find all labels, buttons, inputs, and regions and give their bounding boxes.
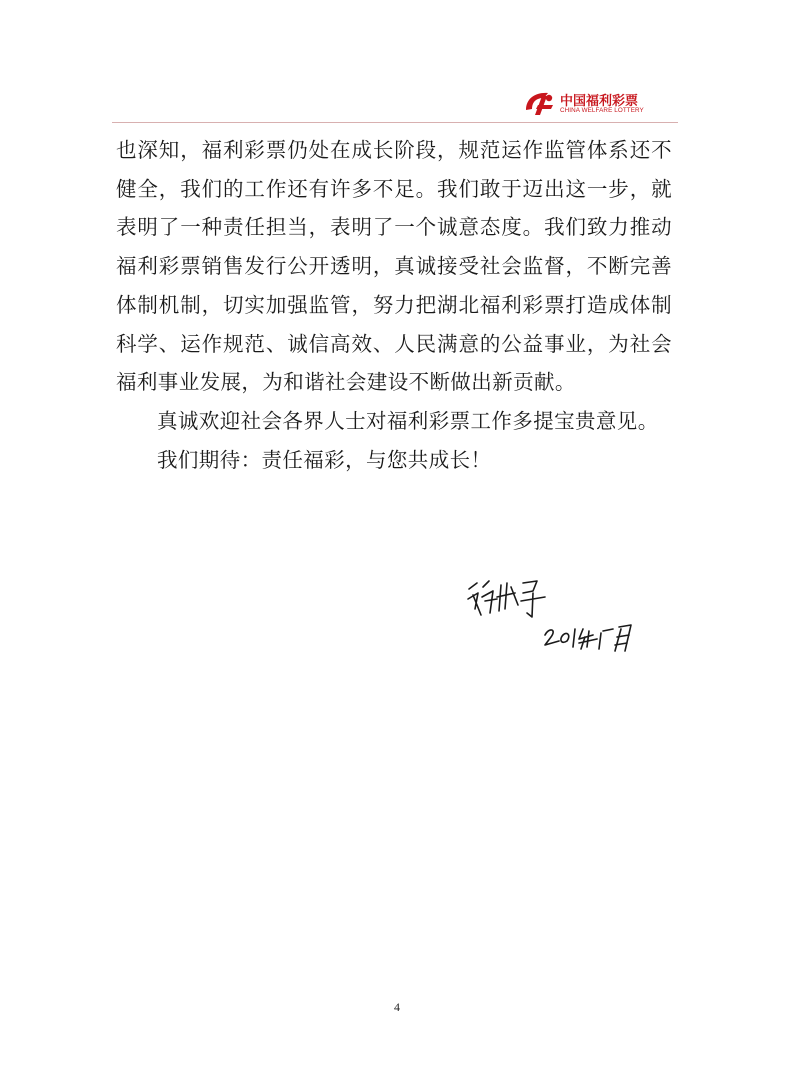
welfare-lottery-logo-icon — [522, 88, 556, 118]
logo-english-name: CHINA WELFARE LOTTERY — [560, 107, 644, 114]
page-number: 4 — [394, 1000, 400, 1014]
logo-chinese-name: 中国福利彩票 — [560, 94, 639, 109]
paragraph-welcome: 真诚欢迎社会各界人士对福利彩票工作多提宝贵意见。 — [157, 408, 659, 433]
paragraph-closing: 我们期待：责任福彩，与您共成长！ — [157, 447, 492, 472]
header-logo — [522, 88, 672, 118]
letter-body — [116, 131, 672, 479]
handwritten-signature — [463, 575, 643, 665]
paragraph-continuation: 也深知，福利彩票仍处在成长阶段，规范运作监管体系还不健全，我们的工作还有许多不足。我们敢于迈出这一步，就表明了一种责任担当，表明了一个诚意态度。我们致力推动福利彩票销售发行公开透明，真诚接受社会监督，不断完善体制机制，切实加强监管，努力把湖北福利彩票打造成体制科学、运作规范、诚信高效、人民满意的公益事业，为社会福利事业发展，为和谐社会建设不断做出新贡献。 — [116, 138, 672, 395]
header-divider — [112, 122, 678, 123]
